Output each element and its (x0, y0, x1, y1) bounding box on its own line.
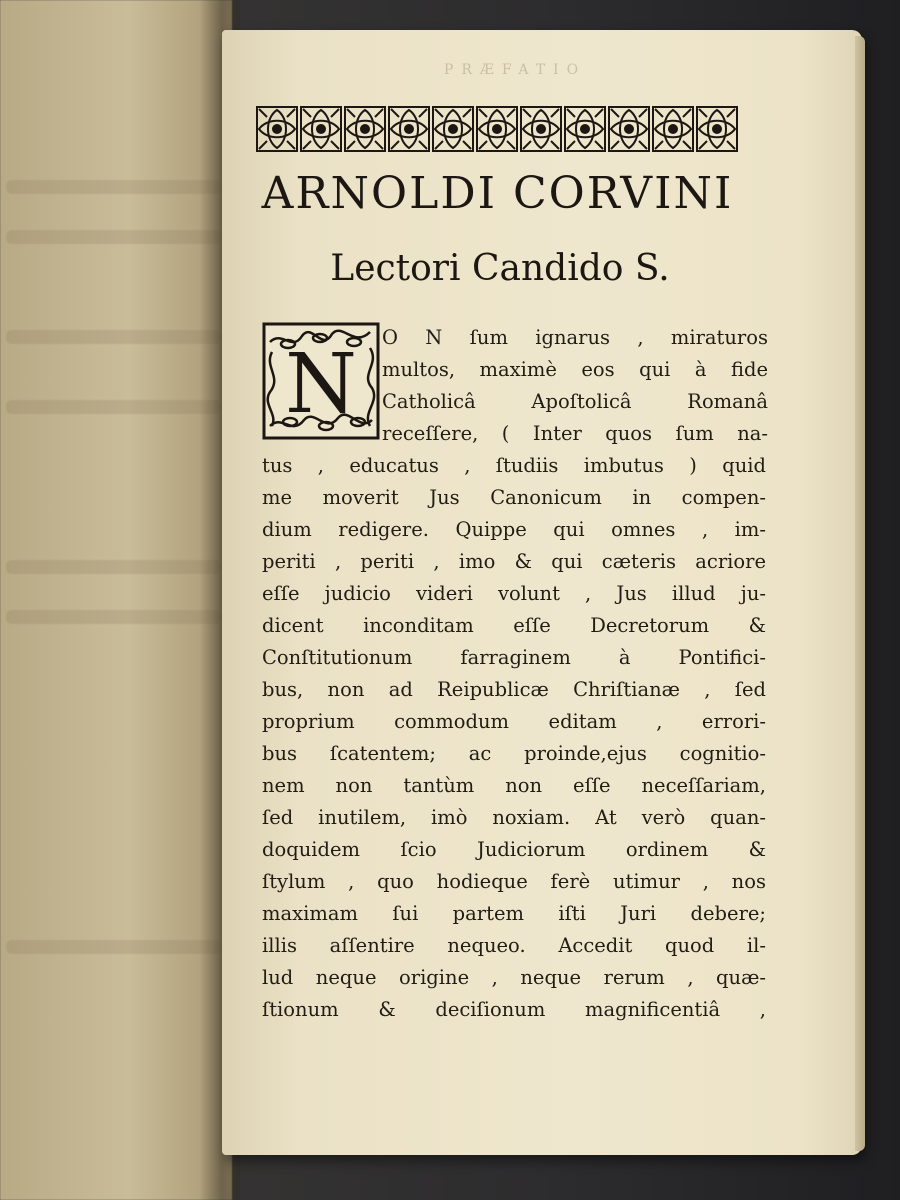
left-page-ghost-line (6, 940, 221, 954)
text-line: illis aſſentire nequeo. Accedit quod il- (262, 934, 766, 957)
text-line: dicent inconditam eſſe Decretorum & (262, 614, 766, 637)
running-head-bleedthrough: PRÆFATIO (443, 62, 587, 78)
text-line: lud neque origine , neque rerum , quæ- (262, 966, 766, 989)
text-line: periti , periti , imo & qui cæteris acriore (262, 550, 766, 573)
text-line: bus, non ad Reipublicæ Chriſtianæ , ſed (262, 678, 766, 701)
text-line: eſſe judicio videri volunt , Jus illud ju- (262, 582, 766, 605)
text-line: Catholicâ Apoſtolicâ Romanâ (382, 390, 768, 413)
page-title: ARNOLDI CORVINI (261, 168, 734, 219)
left-page-ghost-line (6, 180, 221, 194)
ornamental-headpiece (255, 104, 740, 154)
text-line: multos, maximè eos qui à fide (382, 358, 768, 381)
left-facing-page (0, 0, 232, 1200)
text-line: ſtylum , quo hodieque ferè utimur , nos (262, 870, 766, 893)
text-line: maximam ſui partem iſti Juri debere; (262, 902, 766, 925)
left-page-ghost-line (6, 400, 221, 414)
text-line: Conſtitutionum farraginem à Pontifici- (262, 646, 766, 669)
text-line: bus ſcatentem; ac proinde,ejus cognitio- (262, 742, 766, 765)
decorated-initial-n (262, 322, 380, 440)
page-edge (855, 36, 865, 1151)
text-line: proprium commodum editam , errori- (262, 710, 766, 733)
left-page-ghost-line (6, 560, 221, 574)
text-line: dium redigere. Quippe qui omnes , im- (262, 518, 766, 541)
text-line: ſtionum & deciſionum magnificentiâ , (262, 998, 766, 1021)
text-line: receſſere, ( Inter quos ſum na- (382, 422, 768, 445)
text-line: me moverit Jus Canonicum in compen- (262, 486, 766, 509)
text-line: O N ſum ignarus , miraturos (382, 326, 768, 349)
left-page-ghost-line (6, 230, 221, 244)
text-line: ſed inutilem, imò noxiam. At verò quan- (262, 806, 766, 829)
text-line: tus , educatus , ſtudiis imbutus ) quid (262, 454, 766, 477)
page-subtitle: Lectori Candido S. (330, 248, 670, 289)
text-line: doquidem ſcio Judiciorum ordinem & (262, 838, 766, 861)
initial-letter: N (285, 337, 357, 432)
left-page-ghost-line (6, 610, 221, 624)
left-page-ghost-line (6, 330, 221, 344)
text-line: nem non tantùm non eſſe neceſſariam, (262, 774, 766, 797)
